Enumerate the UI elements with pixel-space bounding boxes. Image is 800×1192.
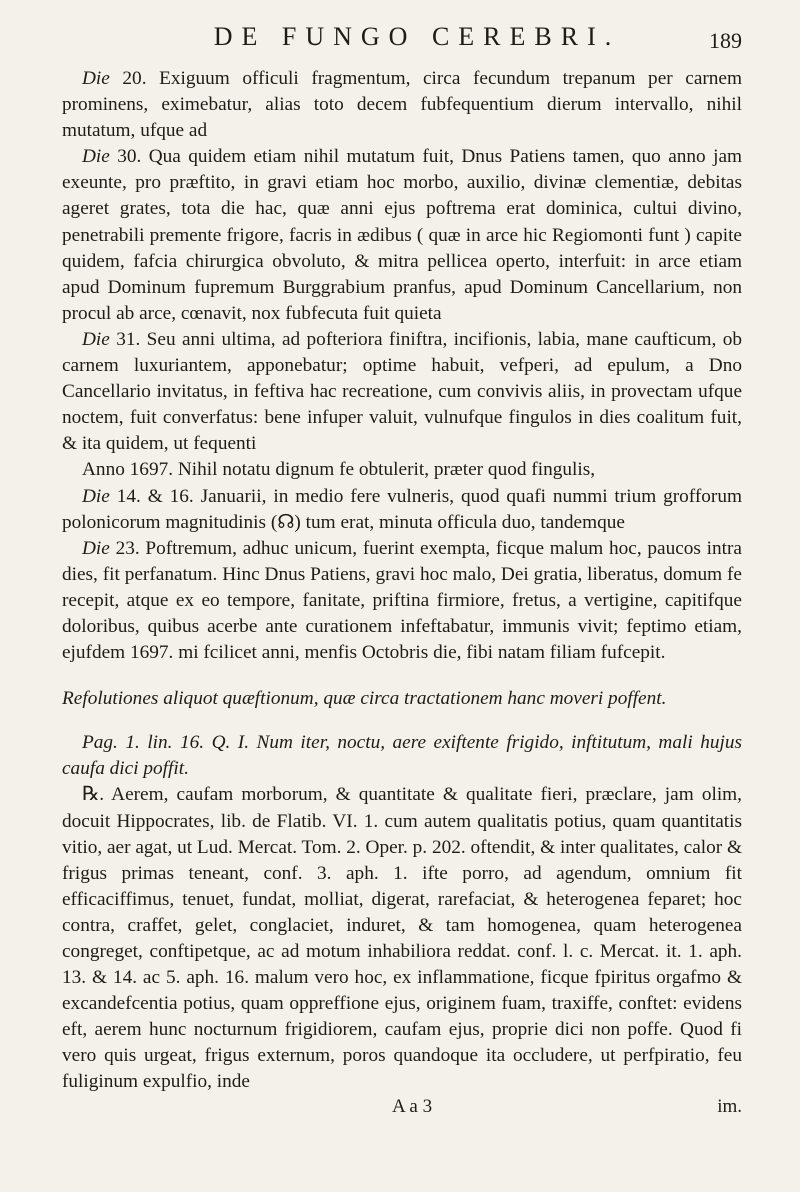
entry-lead: Die	[82, 537, 110, 559]
catchword: im.	[717, 1095, 742, 1117]
diary-entry	[62, 144, 742, 327]
question-text: Pag. 1. lin. 16. Q. I. Num iter, noctu, aere exiftente frigido, inftitutum, mali hujus caufa dici poffit.	[62, 732, 742, 780]
entry-text: 31. Seu anni ultima, ad pofteriora finiftra, incifionis, labia, mane caufticum, ob carnem luxuriantem, apponebatur; optime habuit, vefperi, ad epulum, a Dno Cancellario invitatus, in feftiva hac recreatione, cum convivis aliis, in provectam ufque noctem, fuit converfatus: bene infuper valuit, vulnufque fingulos in dies coalitum fuit, & ita quidem, ut fequenti	[62, 328, 742, 455]
entry-lead: Die	[82, 146, 110, 168]
body-text	[62, 66, 742, 1096]
diary-entry	[62, 66, 742, 144]
diary-entry	[62, 536, 742, 666]
page-header	[62, 22, 742, 66]
signature-mark: A a 3	[392, 1095, 433, 1117]
entry-text: 20. Exiguum officuli fragmentum, circa fecundum trepanum per carnem prominens, eximebatur, alias toto decem fubfequentium dierum intervallo, nihil mutatum, ufque ad	[62, 68, 742, 142]
diary-entry	[62, 484, 742, 536]
entry-lead: Die	[82, 68, 110, 89]
answer-text: ℞. Aerem, caufam morborum, & quantitate & qualitate fieri, præclare, jam olim, docuit Hippocrates, lib. de Flatib. VI. 1. cum autem qualitatis potius, quam quantitatis vitio, aer agat, ut Lud. Mercat. Tom. 2. Oper. p. 202. oftendit, & inter qualitates, calor & frigus primas teneant, conf. 3. aph. 1. ifte porro, ad agendum, omnium fit efficaciffimus, tenuet, fundat, molliat, digerat, rarefaciat, & heterogenea feparet; hoc contra, craffet, gelet, conglaciet, induret, & tam homogenea, quam heterogenea congreget, conftipetque, ac ad motum inhabiliora reddat. conf. l. c. Mercat. it. 1. aph. 13. & 14. ac 5. aph. 16. malum vero hoc, ex inflammatione, ficque fpiritus orgafmo & excandefcentia potius, quam oppreffione ejus, originem fuam, traxiffe, conftet: evidens eft, aerem hunc nocturnum frigidiorem, caufam ejus, proprie dici non poffe. Quod fi vero quis urgeat, frigus externum, poros quandoque ita occludere, ut perfpiratio, feu fuliginum expulfio, inde	[62, 784, 742, 1093]
entry-lead: Die	[82, 485, 110, 507]
page-number: 189	[709, 28, 742, 53]
entry-lead: Die	[82, 328, 110, 350]
diary-entry	[62, 327, 742, 457]
entry-text: Anno 1697. Nihil notatu dignum fe obtulerit, præter quod fingulis,	[82, 459, 596, 481]
entry-text: 14. & 16. Januarii, in medio fere vulneris, quod quafi nummi trium grofforum polonicorum magnitudinis (☊) tum erat, minuta officula duo, tandemque	[62, 485, 742, 533]
diary-entry	[62, 457, 742, 483]
page-footer	[62, 1096, 742, 1124]
section-heading: Refolutiones aliquot quæftionum, quæ circa tractationem hanc moveri poffent.	[62, 688, 667, 710]
entry-text: 23. Poftremum, adhuc unicum, fuerint exempta, ficque malum hoc, paucos intra dies, fit perfanatum. Hinc Dnus Patiens, gravi hoc malo, Dei gratia, liberatus, domum fe recepit, atque ex eo tempore, fanitate, priftina firmiore, fretus, a vertigine, capitifque doloribus, quibus acerbe ante curationem infeftabatur, immunis vivit; feptimo etiam, ejufdem 1697. mi fcilicet anni, menfis Octobris die, fibi natam filiam fufcepit.	[62, 537, 742, 664]
entry-text: 30. Qua quidem etiam nihil mutatum fuit, Dnus Patiens tamen, quo anno jam exeunte, pro præftito, in gravi etiam hoc morbo, auxilio, divinæ clementiæ, debitas ageret grates, tota die hac, quæ anni ejus poftrema erat dominica, cultui divino, penetrabili premente frigore, facris in ædibus ( quæ in arce hic Regiomonti funt ) capite quidem, fafcia chirurgica obvoluto, & mitra pellicea operto, interfuit: in arce etiam apud Dominum fupremum Burggrabium pranfus, apud Dominum Cancellarium, non procul ab arce, cœnavit, nox fubfecuta fuit quieta	[62, 146, 742, 324]
running-head: DE FUNGO CEREBRI.	[213, 22, 621, 51]
